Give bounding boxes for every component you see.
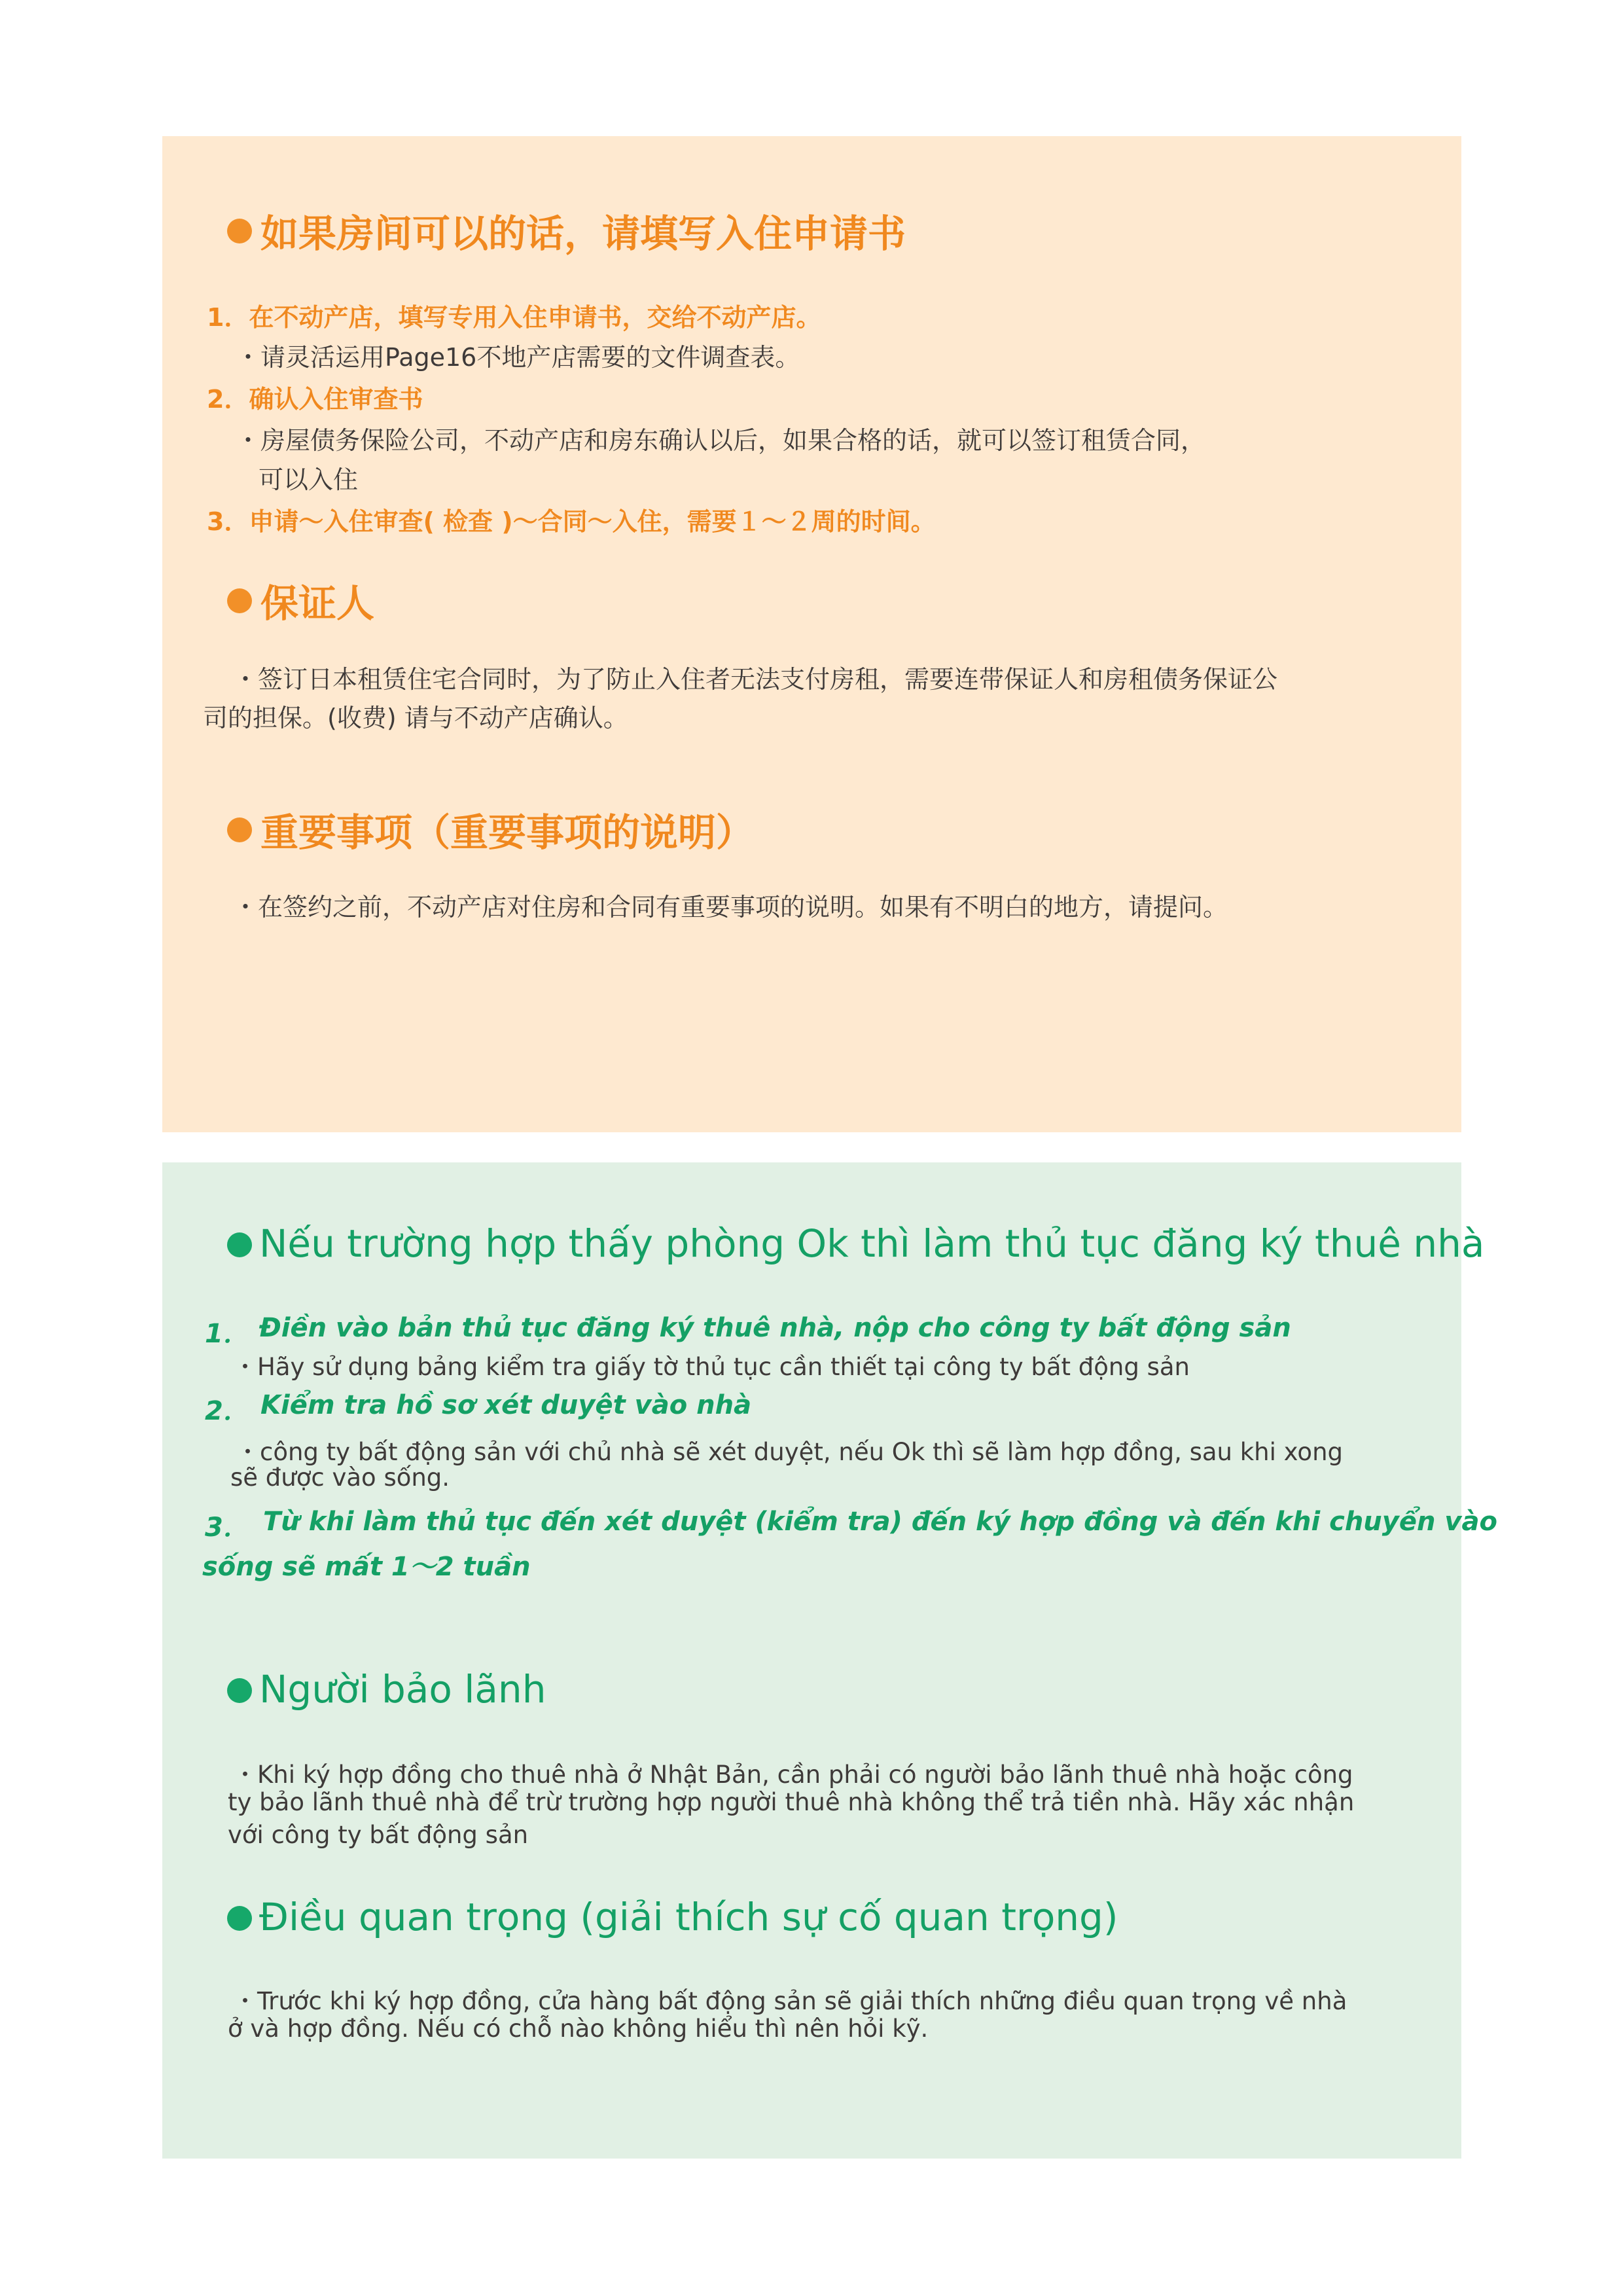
guarantor-body-cont: 司的担保。(收费) 请与不动产店确认。 [203, 704, 628, 732]
bullet-dot-icon [227, 817, 252, 842]
important-body: ・在签约之前，不动产店对住房和合同有重要事项的说明。如果有不明白的地方，请提问。 [233, 893, 1228, 922]
step-2-note-vn: ・công ty bất động sản với chủ nhà sẽ xét duyệt, nếu Ok thì sẽ làm hợp đồng, sau khi xong [236, 1438, 1344, 1466]
step-1-number: 1． [205, 1319, 249, 1349]
step-1-note-vn: ・Hãy sử dụng bảng kiểm tra giấy tờ thủ tục cần thiết tại công ty bất động sản [233, 1353, 1190, 1381]
step-2-note-vn-cont: sẽ được vào sống. [230, 1463, 450, 1492]
step-2-vn: Kiểm tra hồ sơ xét duyệt vào nhà [260, 1390, 752, 1420]
step-2-note: ・房屋债务保险公司，不动产店和房东确认以后，如果合格的话，就可以签订租赁合同， [236, 426, 1206, 455]
step-1-vn: Điền vào bản thủ tục đăng ký thuê nhà, nộp cho công ty bất động sản [259, 1313, 1291, 1343]
section-heading-important-vn: Điều quan trọng (giải thích sự cố quan trọng) [259, 1895, 1118, 1939]
step-2-number: 2． [205, 1396, 249, 1426]
chinese-panel [162, 136, 1461, 1132]
bullet-dot-icon [227, 588, 252, 613]
section-heading-important: 重要事项（重要事项的说明） [260, 810, 755, 855]
step-3-number: 3． [205, 1513, 249, 1543]
section-heading-apply: 如果房间可以的话，请填写入住申请书 [260, 211, 906, 256]
step-2-note-cont: 可以入住 [259, 465, 359, 494]
guarantor-body: ・签订日本租赁住宅合同时，为了防止入住者无法支付房租，需要连带保证人和房租债务保证公 [233, 665, 1278, 694]
step-3-vn: Từ khi làm thủ tục đến xét duyệt (kiểm tra) đến ký hợp đồng và đến khi chuyển vào [263, 1507, 1497, 1537]
bullet-dot-icon [227, 1906, 252, 1931]
important-body-vn: ・Trước khi ký hợp đồng, cửa hàng bất động sản sẽ giải thích những điều quan trọng về nhà [233, 1987, 1347, 2015]
important-body-vn-cont: ở và hợp đồng. Nếu có chỗ nào không hiểu thì nên hỏi kỹ. [228, 2015, 929, 2043]
step-2: 2．确认入住审查书 [207, 385, 423, 414]
bullet-dot-icon [227, 1232, 252, 1257]
guarantor-body-vn-cont: ty bảo lãnh thuê nhà để trừ trường hợp người thuê nhà không thể trả tiền nhà. Hãy xác nhận [228, 1788, 1355, 1816]
section-heading-guarantor: 保证人 [260, 581, 375, 626]
section-heading-guarantor-vn: Người bảo lãnh [259, 1667, 546, 1712]
step-3-vn-cont: sống sẽ mất 1～2 tuần [202, 1552, 531, 1582]
step-1: 1．在不动产店，填写专用入住申请书，交给不动产店。 [207, 303, 821, 332]
guarantor-body-vn: ・Khi ký hợp đồng cho thuê nhà ở Nhật Bản, cần phải có người bảo lãnh thuê nhà hoặc công [233, 1761, 1353, 1789]
bullet-dot-icon [227, 219, 252, 243]
step-1-note: ・请灵活运用Page16不地产店需要的文件调查表。 [236, 343, 800, 372]
bullet-dot-icon [227, 1678, 252, 1703]
guarantor-body-vn-cont: với công ty bất động sản [228, 1821, 529, 1849]
step-3: 3．申请～入住审查( 检查 )～合同～入住，需要１～２周的时间。 [207, 507, 936, 536]
section-heading-apply-vn: Nếu trường hợp thấy phòng Ok thì làm thủ tục đăng ký thuê nhà [259, 1221, 1485, 1266]
